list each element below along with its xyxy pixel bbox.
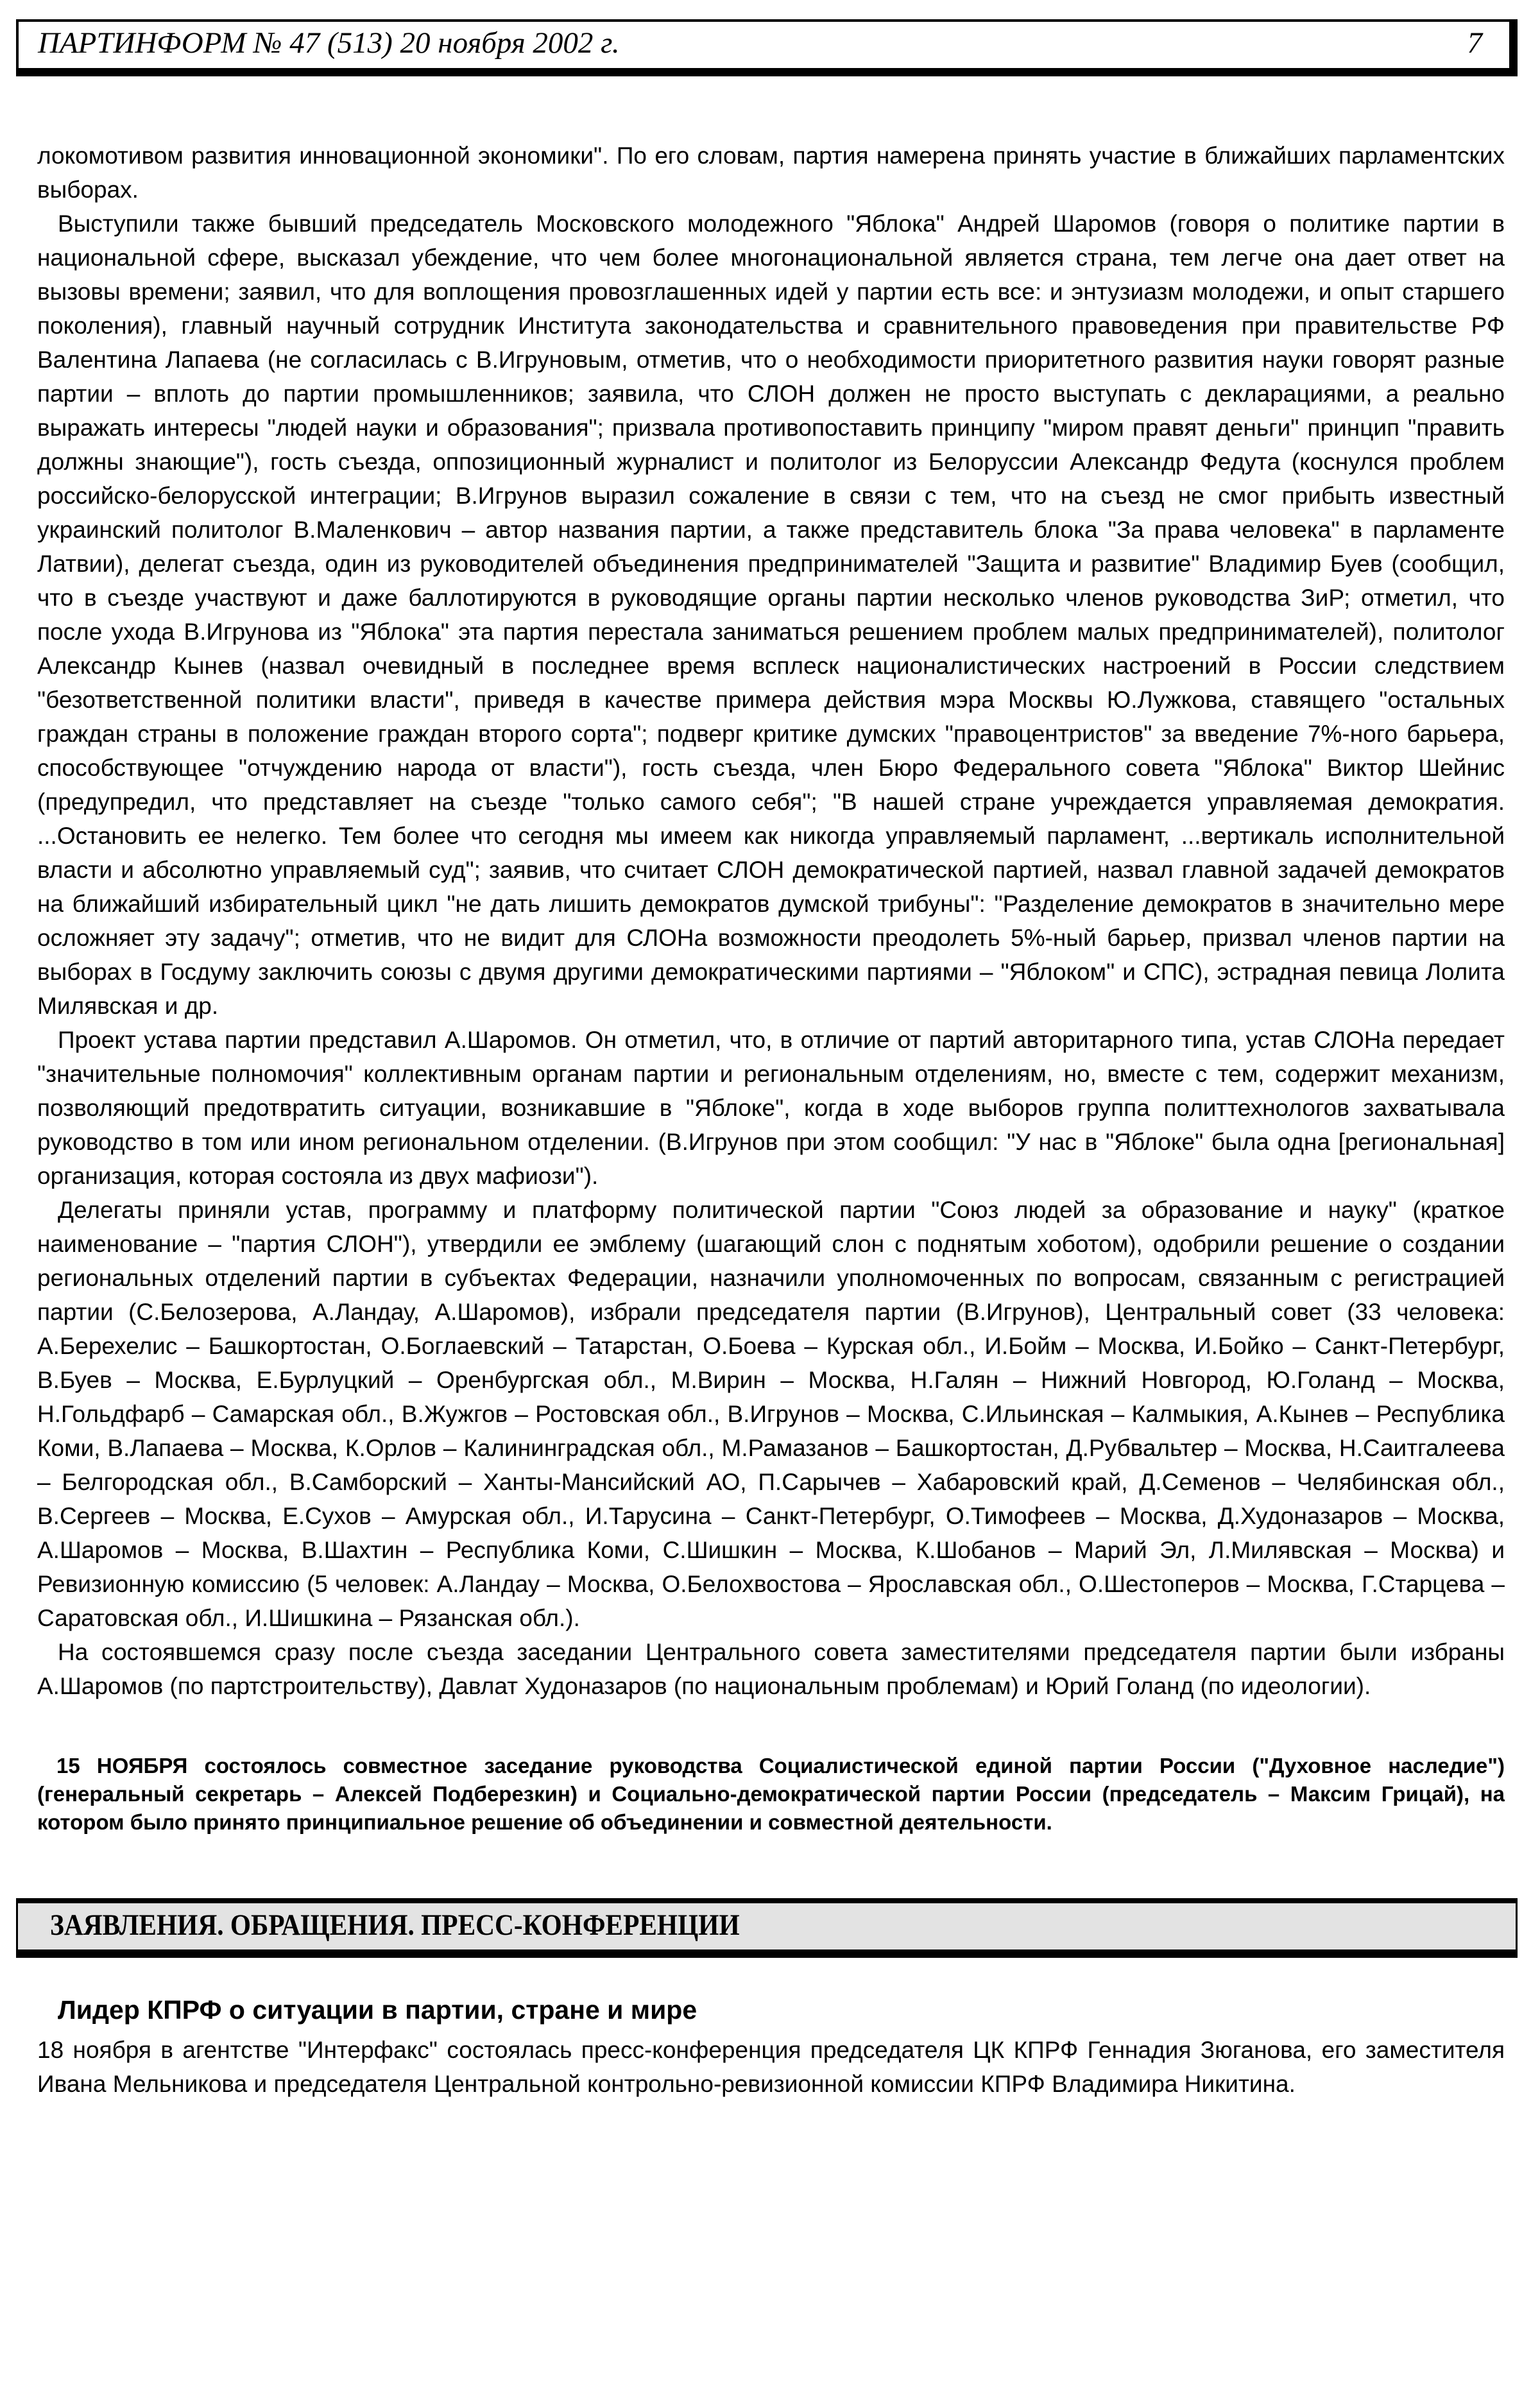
paragraph-deputies: На состоявшемся сразу после съезда заседании Центрального совета заместителями председателя партии были избраны А.Шаромов (по партстроительству), Давлат Худоназаров (по национальным проблемам) и Юрий Голанд (по идеологии). [37,1638,1505,1699]
paragraph-speakers: Выступили также бывший председатель Московского молодежного "Яблока" Андрей Шаромов (говоря о политике партии в национальной сфере, высказал убеждение, что чем более многонациональной является страна, тем легче она дает ответ на вызовы времени; заявил, что для воплощения провозглашенных идей у партии есть все: и энтузиазм молодежи, и опыт старшего поколения), главный научный сотрудник Института законодательства и сравнительного правоведения при правительстве РФ Валентина Лапаева (не согласилась с В.Игруновым, отметив, что о необходимости приоритетного развития науки говорят разные партии – вплоть до партии промышленников; заявила, что СЛОН должен не просто выступать с декларациями, а реально выражать интересы "людей науки и образования"; призвала противопоставить принципу "миром правят деньги" принцип "править должны знающие"), гость съезда, оппозиционный журналист и политолог из Белоруссии Александр Федута (коснулся проблем российско-белорусской интеграции; В.Игрунов выразил сожаление в связи с тем, что на съезд не смог прибыть известный украинский политолог В.Маленкович – автор названия партии, а также представитель блока "За права человека" в парламенте Латвии), делегат съезда, один из руководителей объединения предпринимателей "Защита и развитие" Владимир Буев (сообщил, что в съезде участвуют и даже баллотируются в руководящие органы партии несколько членов руководства ЗиР; отметил, что после ухода В.Игрунова из "Яблока" эта партия перестала заниматься решением проблем малых предпринимателей), политолог Александр Кынев (назвал очевидный в последнее время всплеск националистических настроений в России следствием "безответственной политики власти", приведя в качестве примера действия мэра Москвы Ю.Лужкова, ставящего "остальных граждан страны в положение граждан второго сорта"; подверг критике думских "правоцентристов" за введение 7%-ного барьера, способствующее "отчуждению народа от власти"), гость съезда, член Бюро Федерального совета "Яблока" Виктор Шейнис (предупредил, что представляет на съезде "только самого себя"; "В нашей стране учреждается управляемая демократия. ...Остановить ее нелегко. Тем более что сегодня мы имеем как никогда управляемый парламент, ...вертикаль исполнительной власти и абсолютно управляемый суд"; заявив, что считает СЛОН демократической партией, назвал главной задачей демократов на ближайший избирательный цикл "не дать лишить демократов думской трибуны": "Разделение демократов в значительно мере осложняет эту задачу"; отметив, что не видит для СЛОНа возможности преодолеть 5%-ный барьер, призвал членов партии на выборах в Госдуму заключить союзы с двумя другими демократическими партиями – "Яблоком" и СПС), эстрадная певица Лолита Милявская и др. [37,210,1505,1019]
paragraph-charter: Проект устава партии представил А.Шаромов. Он отметил, что, в отличие от партий авторитарного типа, устав СЛОНа передает "значительные полномочия" коллективным органам партии и региональным отделениям, но, вместе с тем, содержит механизм, позволяющий предотвратить ситуации, возникавшие в "Яблоке", когда в ходе выборов группа политтехнологов захватывала руководство в том или ином региональном отделении. (В.Игрунов при этом сообщил: "У нас в "Яблоке" была одна [региональная] организация, которая состояла из двух мафиози"). [37,1026,1505,1189]
section-content [37,1994,1505,2101]
bold-news-item: 15 НОЯБРЯ состоялось совместное заседание руководства Социалистической единой партии России ("Духовное наследие") (генеральный секретарь – Алексей Подберезкин) и Социально-демократической партии России (председатель – Максим Грицай), на котором было принято принципиальное решение об объединении и совместной деятельности. [37,1753,1505,1834]
masthead-title: ПАРТИНФОРМ № 47 (513) 20 ноября 2002 г. [38,26,620,60]
masthead-page-number: 7 [1467,26,1482,60]
article-body [37,139,1505,1837]
section-title: ЗАЯВЛЕНИЯ. ОБРАЩЕНИЯ. ПРЕСС-КОНФЕРЕНЦИИ [50,1908,740,1942]
paragraph-continuation: локомотивом развития инновационной экономики". По его словам, партия намерена принять участие в ближайших парламентских выборах. [37,142,1505,203]
section-header-bar [16,1898,1518,1958]
article-subheading: Лидер КПРФ о ситуации в партии, стране и мире [58,1995,697,2025]
paragraph-delegates: Делегаты приняли устав, программу и платформу политической партии "Союз людей за образование и науку" (краткое наименование – "партия СЛОН"), утвердили ее эмблему (шагающий слон с поднятым хоботом), одобрили решение о создании региональных отделений партии в субъектах Федерации, назначили уполномоченных по вопросам, связанным с регистрацией партии (С.Белозерова, А.Ландау, А.Шаромов), избрали председателя партии (В.Игрунов), Центральный совет (33 человека: А.Берехелис – Башкортостан, О.Боглаевский – Татарстан, О.Боева – Курская обл., И.Бойм – Москва, И.Бойко – Санкт-Петербург, В.Буев – Москва, Е.Бурлуцкий – Оренбургская обл., М.Вирин – Москва, Н.Галян – Нижний Новгород, Ю.Голанд – Москва, Н.Гольдфарб – Самарская обл., В.Жужгов – Ростовская обл., В.Игрунов – Москва, С.Ильинская – Калмыкия, А.Кынев – Республика Коми, В.Лапаева – Москва, К.Орлов – Калининградская обл., М.Рамазанов – Башкортостан, Д.Рубвальтер – Москва, Н.Саитгалеева – Белгородская обл., В.Самборский – Ханты-Мансийский АО, П.Сарычев – Хабаровский край, Д.Семенов – Челябинская обл., В.Сергеев – Москва, Е.Сухов – Амурская обл., И.Тарусина – Санкт-Петербург, О.Тимофеев – Москва, Д.Худоназаров – Москва, А.Шаромов – Москва, В.Шахтин – Республика Коми, С.Шишкин – Москва, К.Шобанов – Марий Эл, Л.Милявская – Москва) и Ревизионную комиссию (5 человек: А.Ландау – Москва, О.Белохвостова – Ярославская обл., О.Шестоперов – Москва, Г.Старцева – Саратовская обл., И.Шишкина – Рязанская обл.). [37,1196,1505,1631]
masthead [16,19,1518,76]
paragraph-press-conference: 18 ноября в агентстве "Интерфакс" состоялась пресс-конференция председателя ЦК КПРФ Геннадия Зюганова, его заместителя Ивана Мельникова и председателя Центральной контрольно-ревизионной комиссии КПРФ Владимира Никитина. [37,2037,1505,2098]
